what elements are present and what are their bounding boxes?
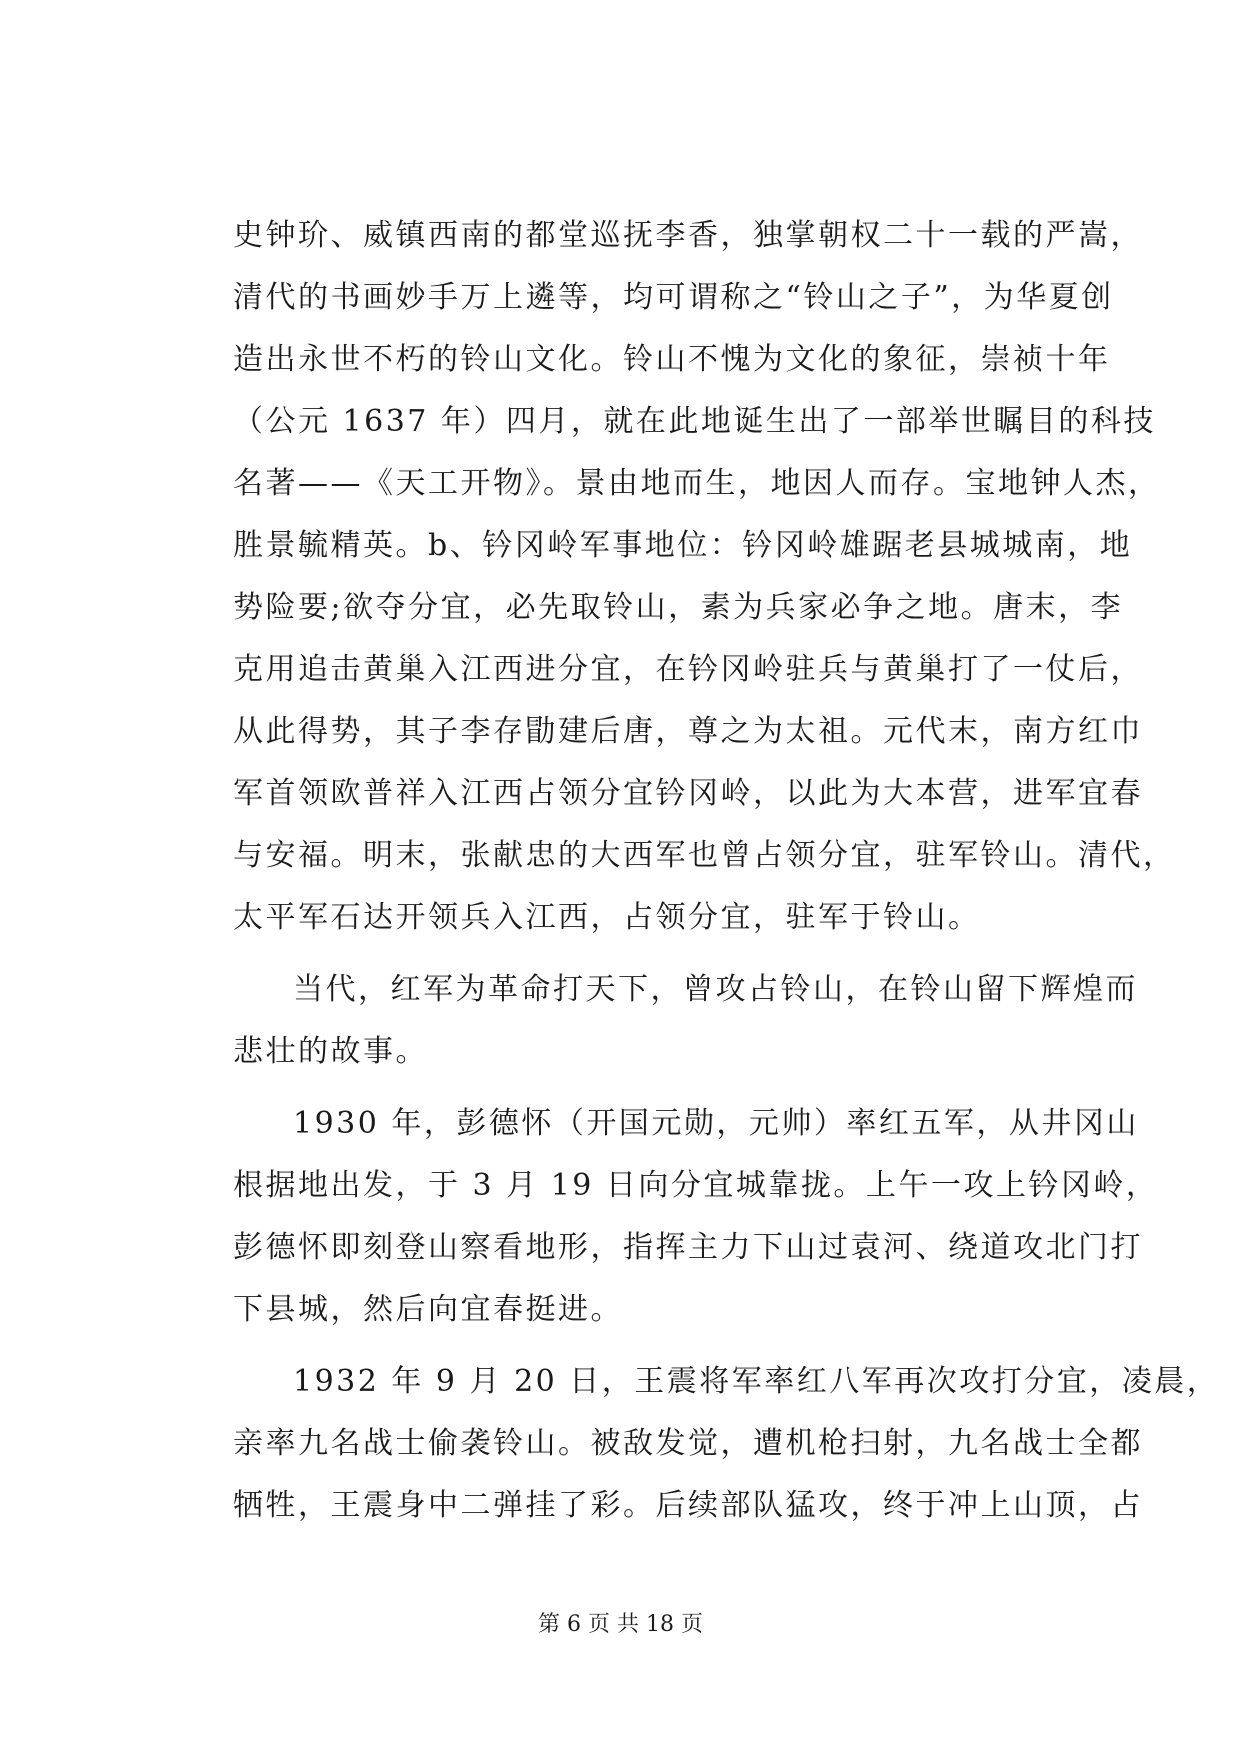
text-line: 下县城，然后向宜春挺进。 (233, 1292, 623, 1327)
text-line: 太平军石达开领兵入江西，占领分宜，驻军于铃山。 (233, 900, 981, 935)
text-line: 清代的书画妙手万上遴等，均可谓称之“铃山之子”，为华夏创 (233, 280, 1114, 315)
paragraph-start-line: 1930 年，彭德怀（开国元勋，元帅）率红五军，从井冈山 (293, 1106, 1139, 1141)
text-line: 造出永世不朽的铃山文化。铃山不愧为文化的象征，崇祯十年 (233, 342, 1111, 377)
text-line: 悲壮的故事。 (233, 1034, 428, 1069)
text-line: 根据地出发，于 3 月 19 日向分宜城靠拢。上午一攻上钤冈岭， (233, 1168, 1159, 1203)
text-line: 与安福。明末，张献忠的大西军也曾占领分宜，驻军铃山。清代， (233, 838, 1176, 873)
text-line: 亲率九名战士偷袭铃山。被敌发觉，遭机枪扫射，九名战士全都 (233, 1426, 1143, 1461)
page-number: 第 6 页 共 18 页 (538, 1612, 703, 1637)
text-line: 彭德怀即刻登山察看地形，指挥主力下山过袁河、绕道攻北门打 (233, 1230, 1143, 1265)
text-line: 从此得势，其子李存勖建后唐，尊之为太祖。元代末，南方红巾 (233, 714, 1143, 749)
text-line: 势险要;欲夺分宜，必先取铃山，素为兵家必争之地。唐末，李 (233, 590, 1124, 625)
paragraph-start-line: 1932 年 9 月 20 日，王震将军率红八军再次攻打分宜，凌晨， (293, 1364, 1220, 1399)
paragraph-start-line: 当代，红军为革命打天下，曾攻占铃山，在铃山留下辉煌而 (293, 972, 1138, 1007)
body-text (233, 205, 1220, 1537)
text-line: 军首领欧普祥入江西占领分宜钤冈岭，以此为大本营，进军宜春 (233, 776, 1143, 811)
text-line: 胜景毓精英。b、钤冈岭军事地位：钤冈岭雄踞老县城城南，地 (233, 528, 1133, 563)
text-line: 名著——《天工开物》。景由地而生，地因人而存。宝地钟人杰， (233, 466, 1161, 501)
text-line: （公元 1637 年）四月，就在此地诞生出了一部举世瞩目的科技 (233, 404, 1156, 439)
text-line: 史钟玠、威镇西南的都堂巡抚李香，独掌朝权二十一载的严嵩， (233, 218, 1143, 253)
text-line: 牺牲，王震身中二弹挂了彩。后续部队猛攻，终于冲上山顶，占 (233, 1488, 1143, 1523)
text-line: 克用追击黄巢入江西进分宜，在钤冈岭驻兵与黄巢打了一仗后， (233, 652, 1143, 687)
